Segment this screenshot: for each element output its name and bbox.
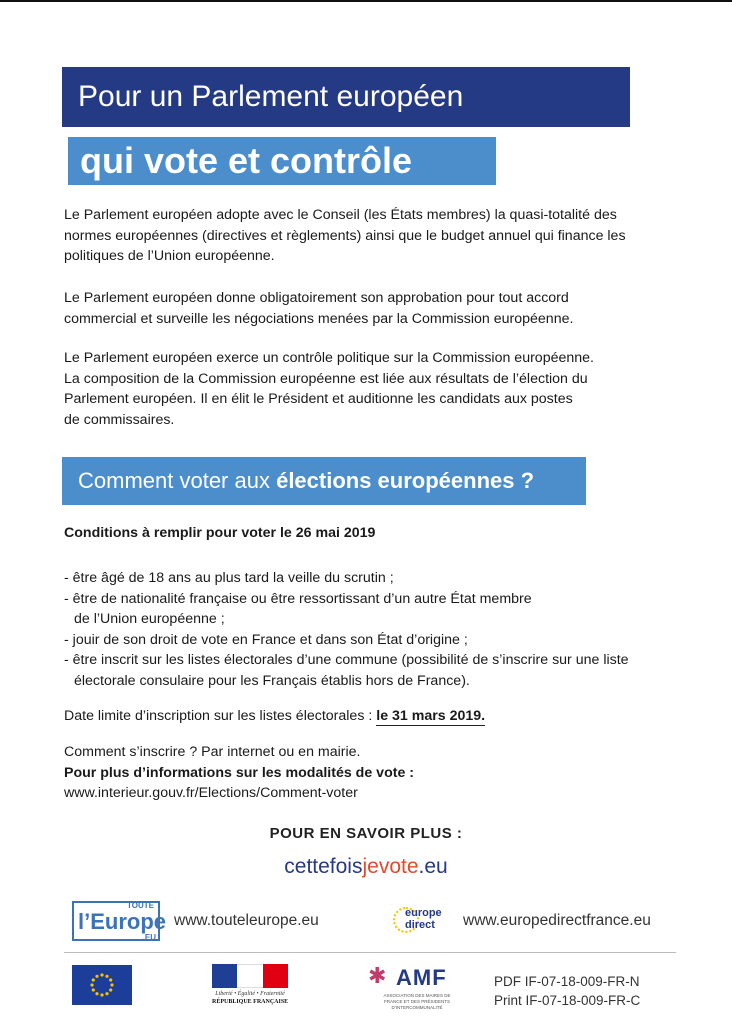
toute-europe-link[interactable]: www.touteleurope.eu xyxy=(174,912,319,929)
list-item: - jouir de son droit de vote en France et dans son État d’origine ; xyxy=(64,631,468,648)
logo-text: AMF xyxy=(396,965,447,990)
text-line: Parlement européen. Il en élit le Président et auditionne les candidats aux postes xyxy=(64,391,573,407)
amf-figure-icon: ✱ xyxy=(368,963,387,988)
text-line: Le Parlement européen adopte avec le Conseil (les États membres) la quasi-totalité des xyxy=(64,207,617,223)
text-line: politiques de l’Union européenne. xyxy=(64,248,275,264)
text-line: Le Parlement européen donne obligatoirement son approbation pour tout accord xyxy=(64,290,569,306)
europe-direct-row xyxy=(393,898,651,944)
logo-text: .EU xyxy=(142,933,156,942)
page-title-line2: qui vote et contrôle xyxy=(80,140,413,181)
french-flag-icon xyxy=(212,964,288,988)
top-border xyxy=(0,0,732,2)
learn-more-heading: POUR EN SAVOIR PLUS : xyxy=(269,825,463,842)
text-line: de commissaires. xyxy=(64,411,175,428)
toute-europe-logo xyxy=(72,901,167,942)
list-item: - être de nationalité française ou être ressortissant d’un autre État membre xyxy=(64,590,532,607)
text-line: normes européennes (directives et règlements) ainsi que le budget annuel qui finance les xyxy=(64,227,626,244)
toute-europe-row xyxy=(72,898,319,944)
logo-text-line: europe xyxy=(405,907,442,919)
registration-deadline xyxy=(64,708,485,724)
howto-line: Comment s’inscrire ? Par internet ou en mairie. xyxy=(64,744,361,760)
logo-text-line: direct xyxy=(405,919,435,931)
page-subtitle xyxy=(68,137,496,185)
list-item: - être inscrit sur les listes électorales d’une commune (possibilité de s’inscrire sur une liste xyxy=(64,652,629,668)
intro-paragraph-2 xyxy=(64,288,684,329)
logo-text xyxy=(405,907,442,931)
intro-paragraph-3 xyxy=(64,348,684,430)
how-to-register xyxy=(64,742,414,804)
list-item: - être âgé de 18 ans au plus tard la veille du scrutin ; xyxy=(64,570,394,586)
interieur-link[interactable]: www.interieur.gouv.fr/Elections/Comment-voter xyxy=(64,785,358,801)
site-part: .eu xyxy=(418,855,448,878)
logo-subtext: ASSOCIATION DES MAIRES DE FRANCE ET DES PRÉSIDENTS D’INTERCOMMUNALITÉ xyxy=(383,993,451,1010)
section-heading-regular: Comment voter aux xyxy=(78,468,277,493)
site-part: cettefois xyxy=(284,855,363,878)
page-title-line1: Pour un Parlement européen xyxy=(78,80,464,113)
eu-flag-icon xyxy=(72,965,132,1005)
page-title xyxy=(62,67,630,127)
logo-text: TOUTE xyxy=(127,901,154,910)
logo-text: l’Europe xyxy=(78,909,167,934)
rf-motto: Liberté • Égalité • Fraternité xyxy=(215,991,285,997)
deadline-label: Date limite d’inscription sur les listes électorales : xyxy=(64,708,377,724)
howto-line-bold: Pour plus d’informations sur les modalités de vote : xyxy=(64,764,415,781)
cettefoisjevote-link[interactable] xyxy=(0,855,732,879)
text-line: La composition de la Commission européenne est liée aux résultats de l’élection du xyxy=(64,370,588,387)
rf-name: RÉPUBLIQUE FRANÇAISE xyxy=(212,999,289,1005)
deadline-date: le 31 mars 2019. xyxy=(376,708,486,724)
text-line: Le Parlement européen exerce un contrôle politique sur la Commission européenne. xyxy=(64,350,594,366)
conditions-title: Conditions à remplir pour voter le 26 mai 2019 xyxy=(64,525,376,541)
list-item: électorale consulaire pour les Français établis hors de France). xyxy=(74,672,470,689)
list-item: de l’Union européenne ; xyxy=(74,611,225,627)
amf-logo xyxy=(368,963,458,1009)
ref-print: Print IF-07-18-009-FR-C xyxy=(494,992,641,1008)
section-heading-bold: élections européennes ? xyxy=(276,468,535,493)
europe-direct-link[interactable]: www.europedirectfrance.eu xyxy=(463,912,651,929)
site-part-accent: jevote xyxy=(362,855,419,878)
conditions-list xyxy=(64,568,684,691)
document-references xyxy=(494,973,640,1010)
divider xyxy=(64,952,676,953)
ref-pdf: PDF IF-07-18-009-FR-N xyxy=(494,974,640,989)
text-line: commercial et surveille les négociations menées par la Commission européenne. xyxy=(64,310,574,327)
intro-paragraph-1 xyxy=(64,205,684,267)
republique-francaise-logo xyxy=(212,964,288,1008)
europe-direct-logo xyxy=(393,901,449,941)
section-heading xyxy=(62,457,586,505)
